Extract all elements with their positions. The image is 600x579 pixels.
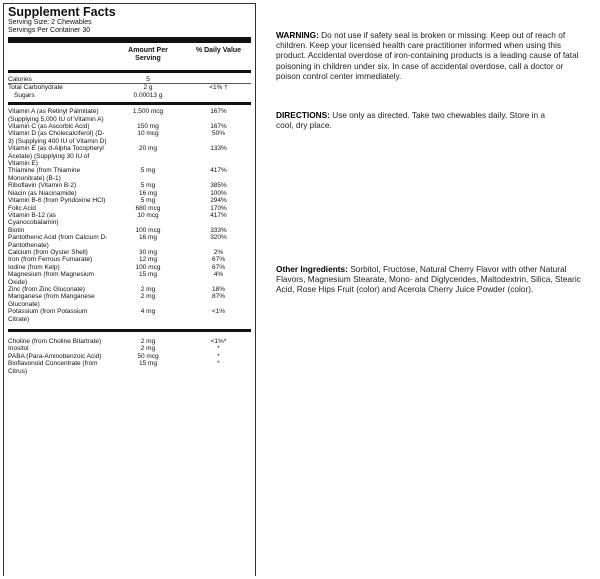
nutrient-dv: 18%: [211, 285, 225, 293]
nutrient-amount: 20 mg: [138, 145, 158, 153]
nutrient-amount: 15 mg: [138, 360, 158, 368]
nutrient-row: [8, 338, 251, 345]
nutrient-name: Vitamin E (as d-Alpha Tocopheryl Acetate) (Supplying 30 IU of Vitamin E): [8, 145, 104, 168]
nutrient-name: Pantothenic Acid (from Calcium D-Pantothenate): [8, 234, 108, 249]
nutrient-row: [8, 123, 251, 130]
nutrient-dv: 170%: [210, 204, 227, 212]
nutrient-name: Vitamin A (as Retinyl Palmitate) (Supplying 5,000 IU of Vitamin A): [8, 108, 104, 123]
nutrient-amount: 50 mcg: [137, 352, 159, 360]
nutrient-dv: <1%: [211, 308, 226, 316]
nutrient-row: [8, 234, 251, 249]
nutrient-dv: *: [217, 345, 220, 353]
nutrient-name: Biotin: [8, 226, 25, 234]
nutrient-name: Iodine (from Kelp): [8, 263, 60, 271]
row-carbohydrate: Total Carbohydrate 2 g <1% †: [8, 84, 228, 92]
nutrient-row: [8, 345, 251, 352]
nutrient-name: Thiamine (from Thiamine Mononitrate) (B-1): [8, 167, 81, 182]
nutrient-dv: 417%: [210, 167, 227, 175]
nutrient-name: Vitamin B-6 (from Pyridoxine HCl): [8, 197, 106, 205]
nutrient-row: [8, 130, 251, 145]
nutrient-row: [8, 256, 251, 263]
nutrient-amount: 12 mg: [138, 256, 158, 264]
nutrient-row: [8, 293, 251, 308]
nutrient-dv: 385%: [210, 182, 227, 190]
nutrient-amount: 5 mg: [140, 197, 156, 205]
ingredients-text: Sorbitol, Fructose, Natural Cherry Flavor with other Natural Flavors, Magnesium Stearate, Mono- and Diglycerides, Maltodextrin, Silica, Stearic Acid, Rose Hips Fruit (color) and Acerola Cherry Juice Powder (color).: [276, 264, 581, 295]
nutrient-row: [8, 212, 251, 227]
nutrient-row: [8, 286, 251, 293]
nutrient-list-a: [8, 108, 251, 323]
nutrient-list-b: [8, 338, 251, 375]
nutrient-name: Bioflavonoid Concentrate (from Citrus): [8, 360, 98, 375]
ingredients-block: [276, 264, 586, 295]
directions-label: DIRECTIONS:: [276, 110, 330, 120]
nutrient-amount: 16 mg: [138, 189, 158, 197]
nutrient-name: Choline (from Choline Bitartrate): [8, 338, 102, 345]
ingredients-label: Other Ingredients:: [276, 264, 348, 274]
nutrient-name: Riboflavin (Vitamin B-2): [8, 182, 77, 190]
nutrient-row: [8, 227, 251, 234]
nutrient-row: [8, 249, 251, 256]
directions-block: [276, 110, 556, 130]
warning-label: WARNING:: [276, 30, 319, 40]
nutrient-amount: 30 mg: [138, 248, 158, 256]
nutrient-row: [8, 167, 251, 182]
nutrient-name: Vitamin C (as Ascorbic Acid): [8, 123, 90, 131]
nutrient-amount: 4 mg: [140, 308, 156, 316]
nutrient-amount: 5 mg: [140, 182, 156, 190]
nutrient-dv: 417%: [210, 211, 227, 219]
nutrient-amount: 100 mcg: [135, 226, 161, 234]
nutrient-row: [8, 182, 251, 189]
nutrient-amount: 100 mcg: [135, 263, 161, 271]
nutrient-row: [8, 308, 251, 323]
warning-block: [276, 30, 582, 81]
nutrient-name: Manganese (from Manganese Gluconate): [8, 293, 95, 308]
nutrient-dv: 133%: [210, 145, 227, 153]
nutrient-name: Zinc (from Zinc Gluconate): [8, 285, 85, 293]
nutrient-dv: 333%: [210, 226, 227, 234]
nutrient-row: [8, 353, 251, 360]
nutrient-row: [8, 271, 251, 286]
nutrient-amount: 2 mg: [140, 293, 156, 301]
nutrient-dv: 67%: [211, 256, 225, 264]
nutrient-name: Niacin (as Niacinamide): [8, 189, 77, 197]
nutrient-name: PABA (Para-Aminobenzoic Acid): [8, 352, 102, 360]
nutrient-dv: 4%: [213, 271, 224, 279]
nutrient-amount: 2 mg: [140, 285, 156, 293]
nutrient-dv: 167%: [210, 108, 227, 116]
nutrient-dv: 50%: [211, 130, 225, 138]
nutrient-dv: <1%*: [210, 338, 227, 345]
col-dv: % Daily Value: [195, 47, 242, 54]
nutrient-row: [8, 205, 251, 212]
nutrient-dv: 294%: [210, 197, 227, 205]
nutrient-amount: 1,500 mcg: [132, 108, 164, 116]
row-calories: Calories 5: [8, 76, 150, 83]
servings-per-container: Servings Per Container 30: [8, 27, 91, 34]
nutrient-name: Iron (from Ferrous Fumarate): [8, 256, 93, 264]
nutrient-amount: 2 mg: [140, 338, 156, 345]
supplement-facts-panel: [3, 3, 256, 576]
nutrient-amount: 10 mcg: [137, 211, 159, 219]
nutrient-amount: 16 mg: [138, 234, 158, 242]
nutrient-dv: 100%: [210, 189, 227, 197]
facts-title: Supplement Facts: [8, 5, 116, 19]
nutrient-row: [8, 190, 251, 197]
nutrient-amount: 15 mg: [138, 271, 158, 279]
nutrient-amount: 680 mcg: [135, 204, 161, 212]
nutrient-amount: 5 mg: [140, 167, 156, 175]
nutrient-name: Calcium (from Oyster Shell): [8, 248, 88, 256]
nutrient-row: [8, 145, 251, 167]
nutrient-dv: 2%: [213, 248, 224, 256]
nutrient-name: Potassium (from Potassium Citrate): [8, 308, 88, 323]
col-amount: Amount Per Serving: [128, 47, 168, 62]
nutrient-row: [8, 197, 251, 204]
nutrient-row: [8, 264, 251, 271]
column-header: [8, 43, 251, 70]
nutrient-dv: *: [217, 360, 220, 368]
nutrient-dv: 87%: [211, 293, 225, 301]
nutrient-dv: 67%: [211, 263, 225, 271]
nutrient-dv: 167%: [210, 123, 227, 131]
nutrient-amount: 2 mg: [140, 345, 156, 353]
row-sugars: Sugars 0.00013 g: [14, 91, 163, 99]
nutrient-amount: 150 mg: [137, 123, 159, 131]
directions-text: Use only as directed. Take two chewables daily. Store in a cool, dry place.: [276, 110, 545, 131]
serving-size: Serving Size: 2 Chewables: [8, 19, 92, 26]
nutrient-name: Vitamin D (as Cholecalciferol) (D-3) (Supplying 400 IU of Vitamin D): [8, 130, 107, 145]
nutrient-name: Folic Acid: [8, 204, 36, 212]
nutrient-name: Inositol: [8, 345, 29, 353]
nutrient-amount: 10 mcg: [137, 130, 159, 138]
nutrient-name: Magnesium (from Magnesium Oxide): [8, 271, 94, 286]
nutrient-dv: *: [217, 352, 220, 360]
nutrient-row: [8, 108, 251, 123]
warning-text: Do not use if safety seal is broken or missing. Keep out of reach of children. Keep your licensed health care practitioner informed when using this product. Accidental overdose of iron-containing products is a leading cause of fatal poisoning in children under six. In case of accidental overdose, call a doctor or poison control center immediately.: [276, 30, 579, 81]
nutrient-row: [8, 360, 251, 375]
nutrient-dv: 320%: [210, 234, 227, 242]
nutrient-name: Vitamin B-12 (as Cyanocobalamin): [8, 211, 59, 227]
